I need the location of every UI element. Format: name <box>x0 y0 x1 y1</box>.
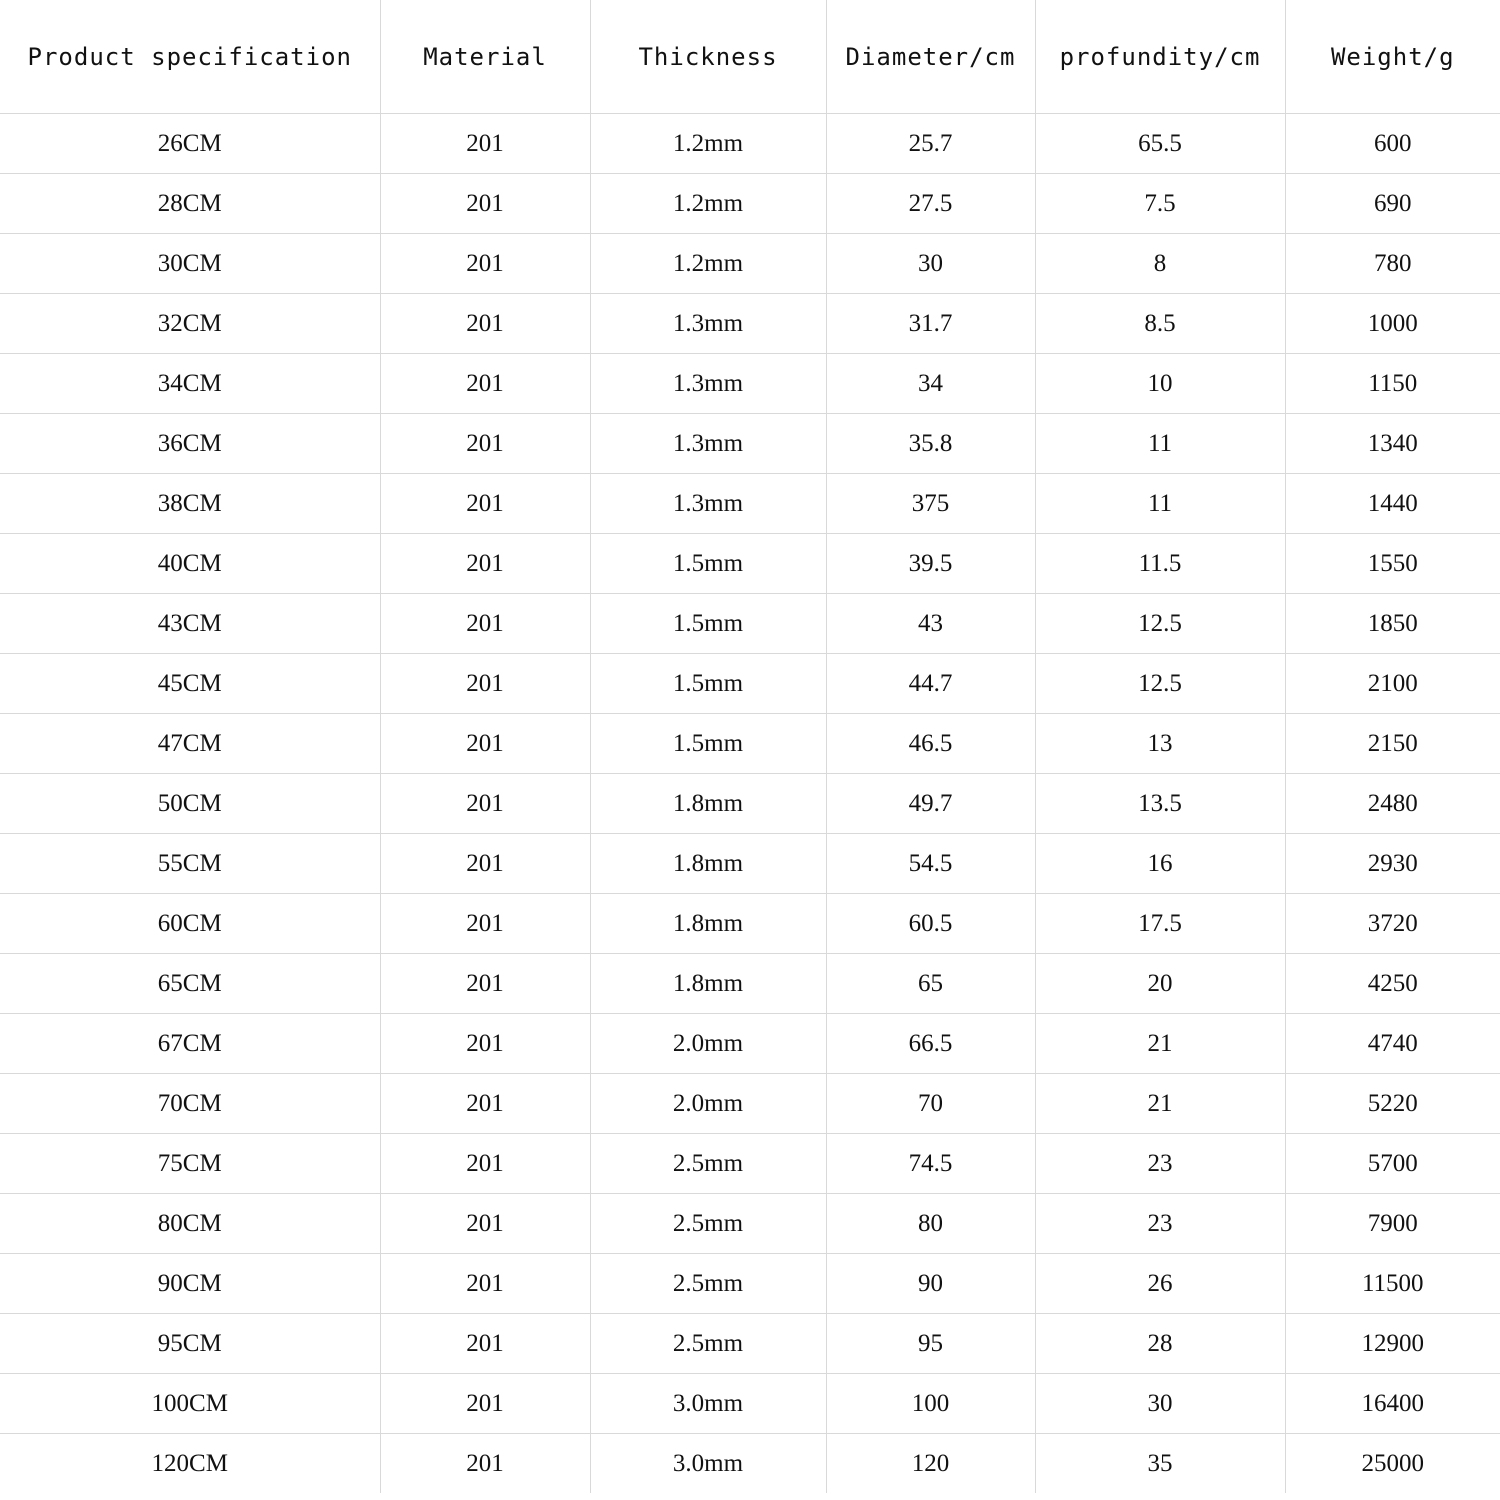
cell-weight: 7900 <box>1285 1194 1500 1254</box>
table-row <box>0 174 1500 234</box>
cell-profundity: 26 <box>1035 1254 1285 1314</box>
cell-diameter: 375 <box>826 474 1035 534</box>
cell-weight: 5700 <box>1285 1134 1500 1194</box>
cell-thickness: 2.5mm <box>590 1134 826 1194</box>
cell-diameter: 54.5 <box>826 834 1035 894</box>
cell-profundity: 16 <box>1035 834 1285 894</box>
cell-thickness: 1.3mm <box>590 414 826 474</box>
cell-weight: 12900 <box>1285 1314 1500 1374</box>
cell-profundity: 11 <box>1035 414 1285 474</box>
cell-weight: 2930 <box>1285 834 1500 894</box>
cell-diameter: 39.5 <box>826 534 1035 594</box>
cell-thickness: 1.5mm <box>590 594 826 654</box>
cell-profundity: 28 <box>1035 1314 1285 1374</box>
cell-material: 201 <box>380 1254 590 1314</box>
cell-material: 201 <box>380 654 590 714</box>
cell-product-specification: 28CM <box>0 174 380 234</box>
cell-diameter: 80 <box>826 1194 1035 1254</box>
cell-weight: 16400 <box>1285 1374 1500 1434</box>
cell-product-specification: 75CM <box>0 1134 380 1194</box>
cell-thickness: 2.5mm <box>590 1194 826 1254</box>
table-row <box>0 534 1500 594</box>
header-material: Material <box>380 0 590 114</box>
cell-weight: 4740 <box>1285 1014 1500 1074</box>
cell-product-specification: 30CM <box>0 234 380 294</box>
cell-product-specification: 40CM <box>0 534 380 594</box>
cell-thickness: 1.3mm <box>590 294 826 354</box>
cell-profundity: 23 <box>1035 1194 1285 1254</box>
cell-material: 201 <box>380 234 590 294</box>
cell-product-specification: 60CM <box>0 894 380 954</box>
cell-product-specification: 80CM <box>0 1194 380 1254</box>
cell-profundity: 12.5 <box>1035 654 1285 714</box>
cell-thickness: 1.5mm <box>590 534 826 594</box>
cell-diameter: 31.7 <box>826 294 1035 354</box>
table-row <box>0 714 1500 774</box>
cell-diameter: 95 <box>826 1314 1035 1374</box>
cell-weight: 600 <box>1285 114 1500 174</box>
cell-profundity: 8 <box>1035 234 1285 294</box>
cell-product-specification: 90CM <box>0 1254 380 1314</box>
cell-diameter: 120 <box>826 1434 1035 1494</box>
cell-weight: 25000 <box>1285 1434 1500 1494</box>
table-row <box>0 654 1500 714</box>
cell-product-specification: 55CM <box>0 834 380 894</box>
cell-profundity: 12.5 <box>1035 594 1285 654</box>
cell-thickness: 3.0mm <box>590 1434 826 1494</box>
cell-material: 201 <box>380 1374 590 1434</box>
cell-product-specification: 100CM <box>0 1374 380 1434</box>
cell-profundity: 23 <box>1035 1134 1285 1194</box>
cell-material: 201 <box>380 894 590 954</box>
cell-weight: 5220 <box>1285 1074 1500 1134</box>
cell-product-specification: 120CM <box>151 1449 228 1477</box>
cell-thickness: 2.0mm <box>590 1074 826 1134</box>
cell-diameter: 30 <box>826 234 1035 294</box>
cell-thickness: 2.5mm <box>590 1254 826 1314</box>
cell-diameter: 74.5 <box>826 1134 1035 1194</box>
table-row <box>0 1434 1500 1494</box>
cell-weight: 1440 <box>1285 474 1500 534</box>
header-product-specification: Product specification <box>0 0 380 114</box>
cell-thickness: 2.0mm <box>590 1014 826 1074</box>
cell-diameter: 60.5 <box>826 894 1035 954</box>
table-row <box>0 774 1500 834</box>
cell-material: 201 <box>380 1074 590 1134</box>
cell-diameter: 49.7 <box>826 774 1035 834</box>
cell-material: 201 <box>380 1194 590 1254</box>
cell-diameter: 46.5 <box>826 714 1035 774</box>
table-row <box>0 1254 1500 1314</box>
spec-table-body <box>0 114 1500 1494</box>
cell-material: 201 <box>380 774 590 834</box>
table-row <box>0 294 1500 354</box>
cell-diameter: 90 <box>826 1254 1035 1314</box>
cell-diameter: 34 <box>826 354 1035 414</box>
table-row <box>0 894 1500 954</box>
cell-material: 201 <box>380 594 590 654</box>
cell-profundity: 30 <box>1035 1374 1285 1434</box>
cell-weight: 11500 <box>1285 1254 1500 1314</box>
cell-diameter: 100 <box>826 1374 1035 1434</box>
cell-product-specification: 38CM <box>0 474 380 534</box>
cell-material: 201 <box>380 534 590 594</box>
cell-product-specification: 50CM <box>0 774 380 834</box>
cell-thickness: 3.0mm <box>590 1374 826 1434</box>
cell-weight: 780 <box>1285 234 1500 294</box>
cell-profundity: 7.5 <box>1035 174 1285 234</box>
table-row <box>0 954 1500 1014</box>
cell-thickness: 1.8mm <box>590 774 826 834</box>
cell-thickness: 1.2mm <box>590 114 826 174</box>
cell-thickness: 1.3mm <box>590 474 826 534</box>
cell-weight: 2480 <box>1285 774 1500 834</box>
cell-weight: 2100 <box>1285 654 1500 714</box>
header-profundity: profundity/cm <box>1035 0 1285 114</box>
table-row <box>0 1314 1500 1374</box>
cell-material: 201 <box>380 834 590 894</box>
cell-diameter: 35.8 <box>826 414 1035 474</box>
cell-thickness: 1.8mm <box>590 954 826 1014</box>
cell-product-specification: 43CM <box>0 594 380 654</box>
header-diameter: Diameter/cm <box>826 0 1035 114</box>
table-row <box>0 474 1500 534</box>
cell-material: 201 <box>380 474 590 534</box>
cell-profundity: 21 <box>1035 1014 1285 1074</box>
cell-thickness: 1.8mm <box>590 834 826 894</box>
cell-material: 201 <box>380 114 590 174</box>
cell-thickness: 1.2mm <box>590 234 826 294</box>
cell-product-specification: 34CM <box>0 354 380 414</box>
cell-weight: 2150 <box>1285 714 1500 774</box>
cell-material: 201 <box>380 954 590 1014</box>
cell-product-specification: 95CM <box>0 1314 380 1374</box>
cell-weight: 1150 <box>1285 354 1500 414</box>
table-row <box>0 1074 1500 1134</box>
table-row <box>0 594 1500 654</box>
cell-thickness: 1.8mm <box>590 894 826 954</box>
table-row <box>0 414 1500 474</box>
cell-material: 201 <box>380 714 590 774</box>
cell-profundity: 17.5 <box>1035 894 1285 954</box>
table-row <box>0 354 1500 414</box>
cell-profundity: 13.5 <box>1035 774 1285 834</box>
table-row <box>0 1194 1500 1254</box>
cell-thickness: 1.5mm <box>590 714 826 774</box>
cell-diameter: 65 <box>826 954 1035 1014</box>
cell-profundity: 8.5 <box>1035 294 1285 354</box>
cell-diameter: 43 <box>826 594 1035 654</box>
table-row <box>0 1374 1500 1434</box>
header-thickness: Thickness <box>590 0 826 114</box>
cell-diameter: 25.7 <box>826 114 1035 174</box>
cell-profundity: 21 <box>1035 1074 1285 1134</box>
cell-profundity: 35 <box>1035 1434 1285 1494</box>
cell-profundity: 65.5 <box>1035 114 1285 174</box>
cell-product-specification: 26CM <box>0 114 380 174</box>
cell-profundity: 13 <box>1035 714 1285 774</box>
cell-weight: 1000 <box>1285 294 1500 354</box>
cell-material: 201 <box>380 174 590 234</box>
cell-material: 201 <box>380 414 590 474</box>
table-row <box>0 114 1500 174</box>
cell-diameter: 44.7 <box>826 654 1035 714</box>
cell-product-specification: 32CM <box>0 294 380 354</box>
cell-material: 201 <box>380 1434 590 1494</box>
cell-diameter: 70 <box>826 1074 1035 1134</box>
cell-thickness: 1.5mm <box>590 654 826 714</box>
cell-diameter: 27.5 <box>826 174 1035 234</box>
cell-diameter: 66.5 <box>826 1014 1035 1074</box>
cell-profundity: 11 <box>1035 474 1285 534</box>
cell-material: 201 <box>380 1014 590 1074</box>
cell-material: 201 <box>380 294 590 354</box>
cell-weight: 1340 <box>1285 414 1500 474</box>
cell-product-specification: 47CM <box>0 714 380 774</box>
cell-weight: 690 <box>1285 174 1500 234</box>
cell-material: 201 <box>380 1314 590 1374</box>
cell-weight: 4250 <box>1285 954 1500 1014</box>
cell-product-specification: 65CM <box>0 954 380 1014</box>
table-row <box>0 1134 1500 1194</box>
table-row <box>0 1014 1500 1074</box>
cell-product-specification: 36CM <box>0 414 380 474</box>
header-row <box>0 0 1500 114</box>
cell-thickness: 1.2mm <box>590 174 826 234</box>
cell-thickness: 1.3mm <box>590 354 826 414</box>
header-weight: Weight/g <box>1285 0 1500 114</box>
cell-material: 201 <box>380 354 590 414</box>
cell-profundity: 10 <box>1035 354 1285 414</box>
table-row <box>0 234 1500 294</box>
cell-profundity: 11.5 <box>1035 534 1285 594</box>
cell-product-specification: 70CM <box>0 1074 380 1134</box>
cell-product-specification: 67CM <box>0 1014 380 1074</box>
cell-thickness: 2.5mm <box>590 1314 826 1374</box>
cell-weight: 1850 <box>1285 594 1500 654</box>
cell-weight: 1550 <box>1285 534 1500 594</box>
cell-profundity: 20 <box>1035 954 1285 1014</box>
cell-product-specification: 45CM <box>0 654 380 714</box>
cell-material: 201 <box>380 1134 590 1194</box>
table-row <box>0 834 1500 894</box>
cell-weight: 3720 <box>1285 894 1500 954</box>
